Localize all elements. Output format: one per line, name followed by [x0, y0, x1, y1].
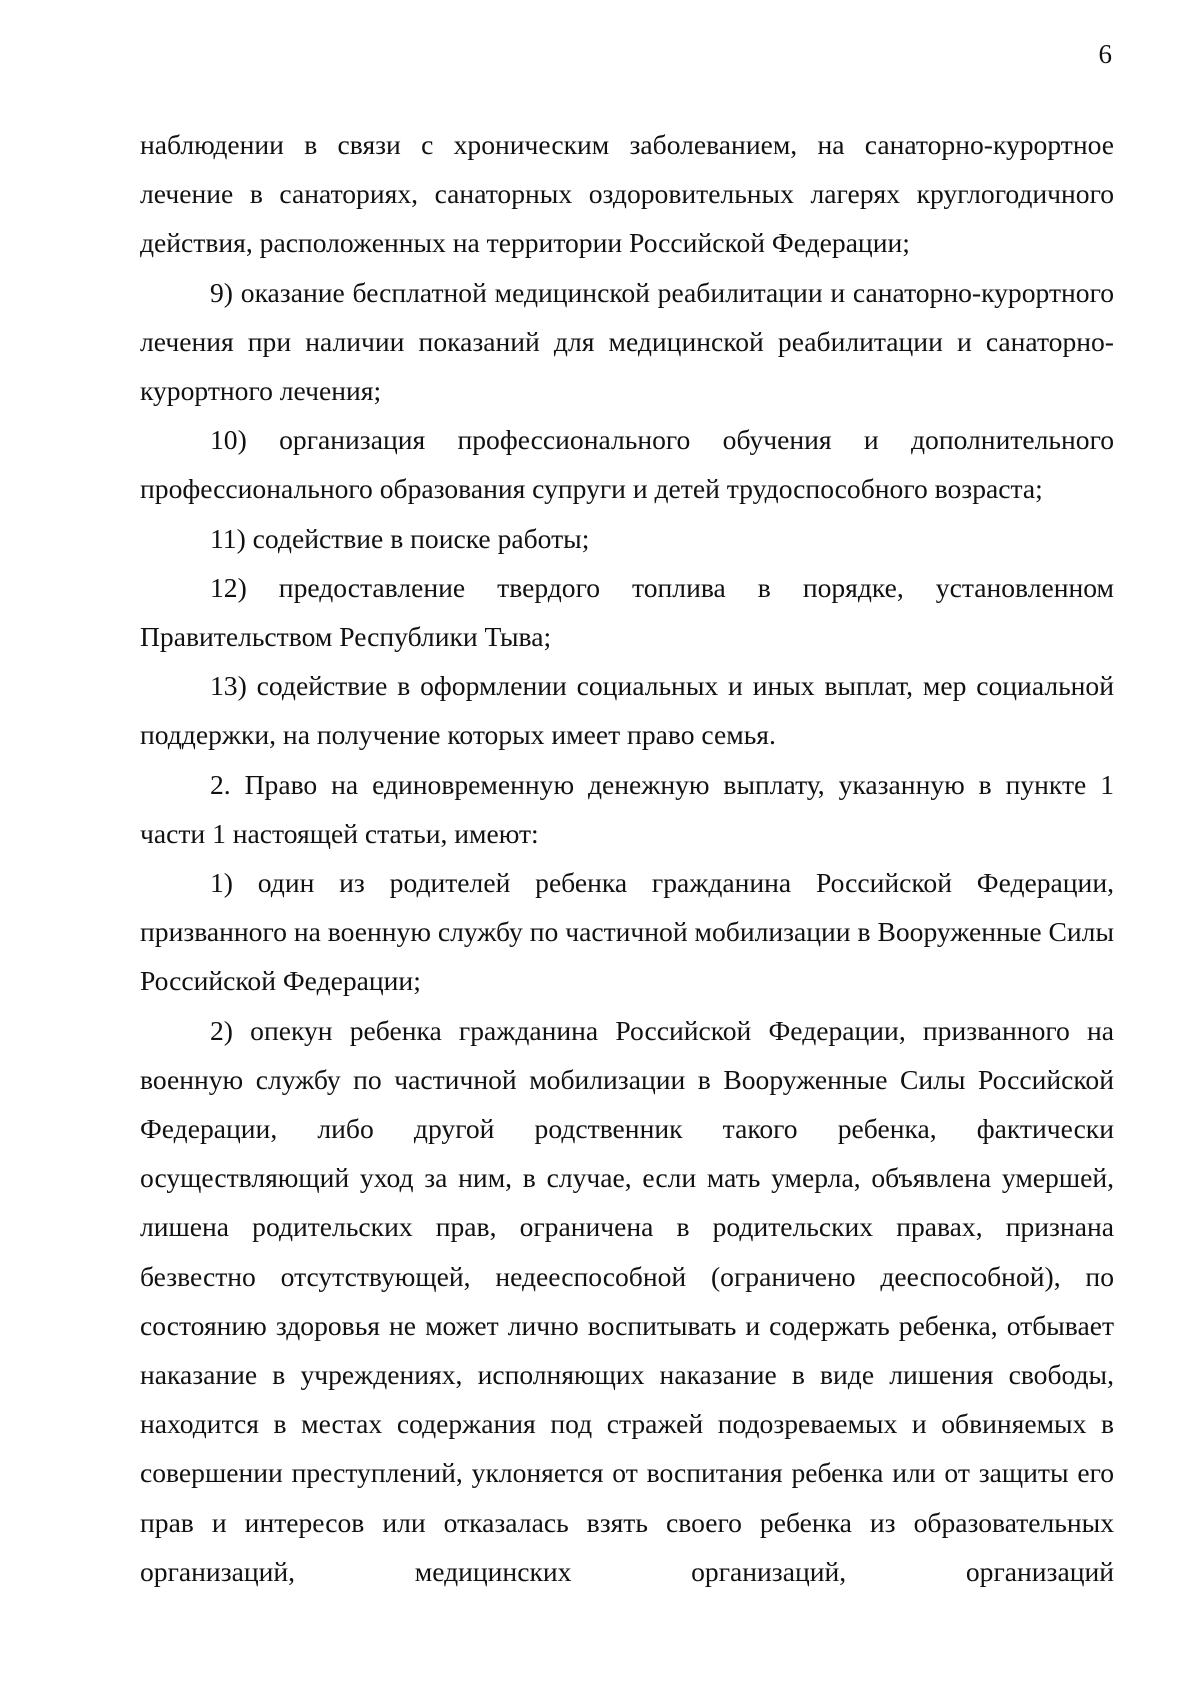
document-body — [140, 120, 1114, 1596]
page-number: 6 — [1098, 39, 1112, 69]
paragraph-item-9: 9) оказание бесплатной медицинской реабилитации и санаторно-курортного лечения при наличии показаний для медицинской реабилитации и санаторно-курортного лечения; — [140, 276, 1114, 407]
paragraph-item-10: 10) организация профессионального обучения и дополнительного профессионального образования супруги и детей трудоспособного возраста; — [140, 424, 1114, 505]
paragraph-item-11: 11) содействие в поиске работы; — [210, 522, 590, 554]
paragraph-subitem-2: 2) опекун ребенка гражданина Российской Федерации, призванного на военную службу по частичной мобилизации в Вооруженные Силы Российской Федерации, либо другой родственник такого ребенка, фактически осуществляющий уход за ним, в случае, если мать умерла, объявлена умершей, лишена родительских прав, ограничена в родительских правах, признана безвестно отсутствующей, недееспособной (ограничено дееспособной), по состоянию здоровья не может лично воспитывать и содержать ребенка, отбывает наказание в учреждениях, исполняющих наказание в виде лишения свободы, находится в местах содержания под стражей подозреваемых и обвиняемых в совершении преступлений, уклоняется от воспитания ребенка или от защиты его прав и интересов или отказалась взять своего ребенка из образовательных организаций, медицинских организаций, организаций — [140, 1014, 1114, 1587]
paragraph-item-13: 13) содействие в оформлении социальных и иных выплат, мер социальной поддержки, на получение которых имеет право семья. — [140, 670, 1114, 751]
paragraph-continuation: наблюдении в связи с хроническим заболеванием, на санаторно-курортное лечение в санаториях, санаторных оздоровительных лагерях круглогодичного действия, расположенных на территории Российской Федерации; — [140, 129, 1114, 259]
paragraph-section-2: 2. Право на единовременную денежную выплату, указанную в пункте 1 части 1 настоящей статьи, имеют: — [140, 768, 1114, 849]
paragraph-item-12: 12) предоставление твердого топлива в порядке, установленном Правительством Республики Тыва; — [140, 571, 1114, 653]
paragraph-subitem-1: 1) один из родителей ребенка гражданина Российской Федерации, призванного на военную службу по частичной мобилизации в Вооруженные Силы Российской Федерации; — [140, 867, 1114, 997]
